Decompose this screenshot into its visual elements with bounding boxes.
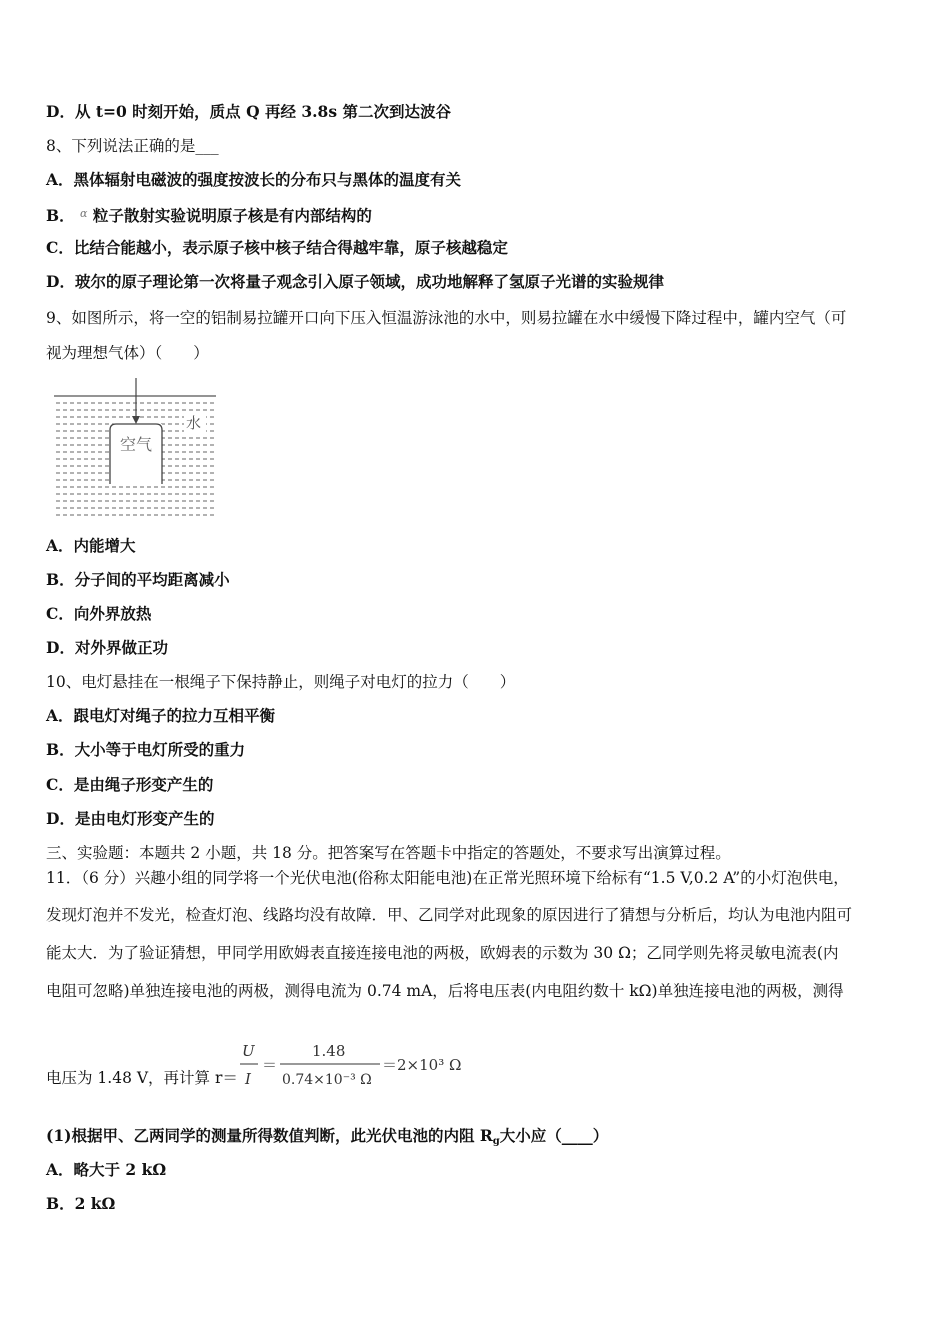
formula-result: ＝2×10³ Ω (382, 1056, 462, 1074)
q11-sub1-suffix: 大小应（____） (499, 1126, 609, 1145)
q8-option-d: D．玻尔的原子理论第一次将量子观念引入原子领域，成功地解释了氢原子光谱的实验规律 (46, 272, 664, 291)
q8-option-a: A．黑体辐射电磁波的强度按波长的分布只与黑体的温度有关 (46, 170, 462, 189)
water-label: 水 (186, 414, 202, 432)
q8-option-c: C．比结合能越小，表示原子核中核子结合得越牢靠，原子核越稳定 (46, 238, 508, 257)
q8-option-b-letter: B． (46, 206, 75, 225)
formula-denominator: 0.74×10⁻³ Ω (282, 1072, 372, 1088)
q7-option-d: D．从 t=0 时刻开始，质点 Q 再经 3.8s 第二次到达波谷 (46, 102, 451, 121)
formula-numerator: 1.48 (312, 1042, 346, 1060)
air-label: 空气 (120, 435, 153, 454)
q9-stem-line1: 9、如图所示，将一空的铝制易拉罐开口向下压入恒温游泳池的水中，则易拉罐在水中缓慢下降过程中，罐内空气（可 (46, 309, 847, 327)
q9-option-d: D．对外界做正功 (46, 638, 168, 657)
section3-heading: 三、实验题：本题共 2 小题，共 18 分。把答案写在答题卡中指定的答题处，不要求写出演算过程。 (46, 844, 731, 862)
q10-option-d: D．是由电灯形变产生的 (46, 809, 215, 828)
q8-option-b (46, 203, 372, 227)
q10-option-a: A．跟电灯对绳子的拉力互相平衡 (46, 706, 276, 725)
resistance-formula (240, 1038, 470, 1090)
formula-u: U (242, 1042, 255, 1060)
q10-option-b: B．大小等于电灯所受的重力 (46, 740, 246, 759)
formula-equals: ＝ (262, 1056, 278, 1074)
q11-line2: 发现灯泡并不发光，检查灯泡、线路均没有故障．甲、乙同学对此现象的原因进行了猜想与分析后，均认为电池内阻可 (46, 906, 853, 924)
q9-stem-line2: 视为理想气体）（ ） (46, 344, 209, 362)
q9-option-c: C．向外界放热 (46, 604, 152, 623)
q11-line5: 电压为 1.48 V，再计算 r＝ (46, 1069, 238, 1087)
q9-option-b: B．分子间的平均距离减小 (46, 570, 230, 589)
q11-sub1-prefix: (1)根据甲、乙两同学的测量所得数值判断，此光伏电池的内阻 R (46, 1126, 493, 1145)
q11-sub1-subscript: g (492, 1136, 500, 1147)
q8-option-b-text: 粒子散射实验说明原子核是有内部结构的 (92, 206, 372, 225)
q10-option-c: C．是由绳子形变产生的 (46, 775, 214, 794)
q11-option-a: A．略大于 2 kΩ (46, 1160, 167, 1179)
q11-sub1 (46, 1125, 608, 1153)
q11-line4: 电阻可忽略)单独连接电池的两极，测得电流为 0.74 mA，后将电压表(内电阻约数十 kΩ)单独连接电池的两极，测得 (46, 982, 844, 1000)
formula-i: I (245, 1070, 251, 1088)
q11-line1: 11．（6 分）兴趣小组的同学将一个光伏电池(俗称太阳能电池)在正常光照环境下给标有“1.5 V,0.2 A”的小灯泡供电， (46, 869, 849, 887)
alpha-symbol: α (80, 207, 88, 220)
q11-line3: 能太大．为了验证猜想，甲同学用欧姆表直接连接电池的两极，欧姆表的示数为 30 Ω；乙同学则先将灵敏电流表(内 (46, 944, 839, 962)
q10-stem: 10、电灯悬挂在一根绳子下保持静止，则绳子对电灯的拉力（ ） (46, 673, 516, 691)
q9-option-a: A．内能增大 (46, 536, 136, 555)
q8-stem: 8、下列说法正确的是___ (46, 137, 219, 155)
arrow-head-icon (132, 416, 140, 424)
can-in-water-figure (52, 378, 222, 518)
q11-option-b: B．2 kΩ (46, 1194, 116, 1213)
